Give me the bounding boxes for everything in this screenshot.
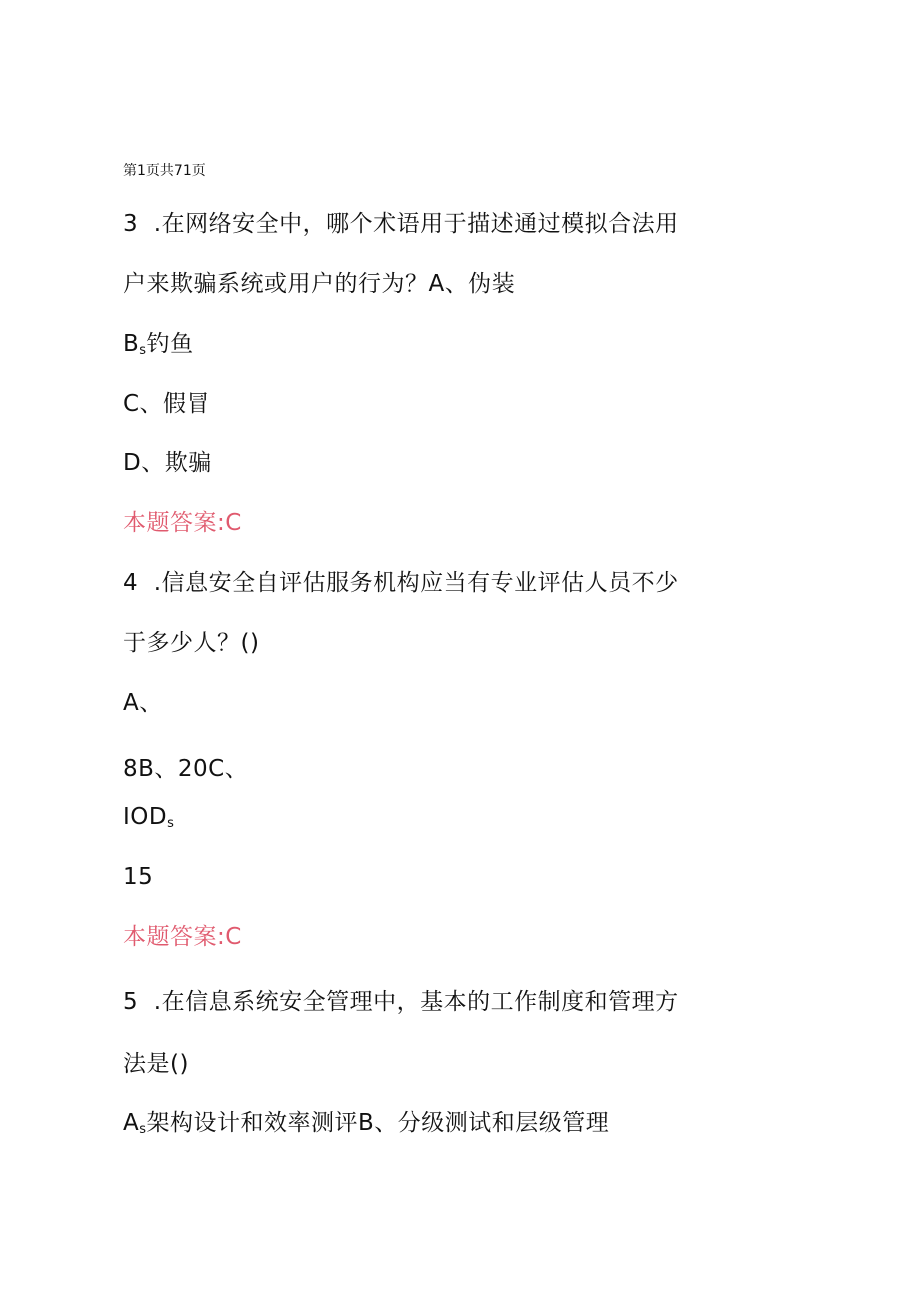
question-4-option-a: A、 [123,690,163,716]
option-a-letter: A [123,1110,140,1136]
question-4-options-b-c: 8B、20C、 [123,756,249,782]
question-5-option-a-b [123,1108,609,1138]
question-3-line-2: 户来欺骗系统或用户的行为？A、伪装 [123,271,516,297]
question-4-line-1: 4 .信息安全自评估服务机构应当有专业评估人员不少 [123,570,679,596]
question-4-answer: 本题答案:C [123,924,242,950]
option-iod-text: IOD [123,804,168,830]
question-5-line-1: 5 .在信息系统安全管理中，基本的工作制度和管理方 [123,989,679,1015]
question-3-option-d: D、欺骗 [123,450,212,476]
question-3-option-c: C、假冒 [123,391,211,417]
option-b-text: 钓鱼 [146,331,194,357]
page-counter: 第1页共71页 [123,163,206,179]
option-iod-separator: s [167,816,175,831]
option-a-text: 架构设计和效率测评B、分级测试和层级管理 [146,1110,610,1136]
option-b-letter: B [123,331,140,357]
question-3-answer: 本题答案:C [123,510,242,536]
option-b-separator: s [139,343,147,358]
question-3-line-1: 3 .在网络安全中，哪个术语用于描述通过模拟合法用 [123,211,679,237]
question-4-option-iod [123,802,174,832]
question-4-line-2: 于多少人？() [123,630,260,656]
option-a-separator: s [139,1122,147,1137]
question-3-option-b [123,329,194,359]
question-5-line-2: 法是() [123,1051,189,1077]
question-4-option-15: 15 [123,864,154,890]
